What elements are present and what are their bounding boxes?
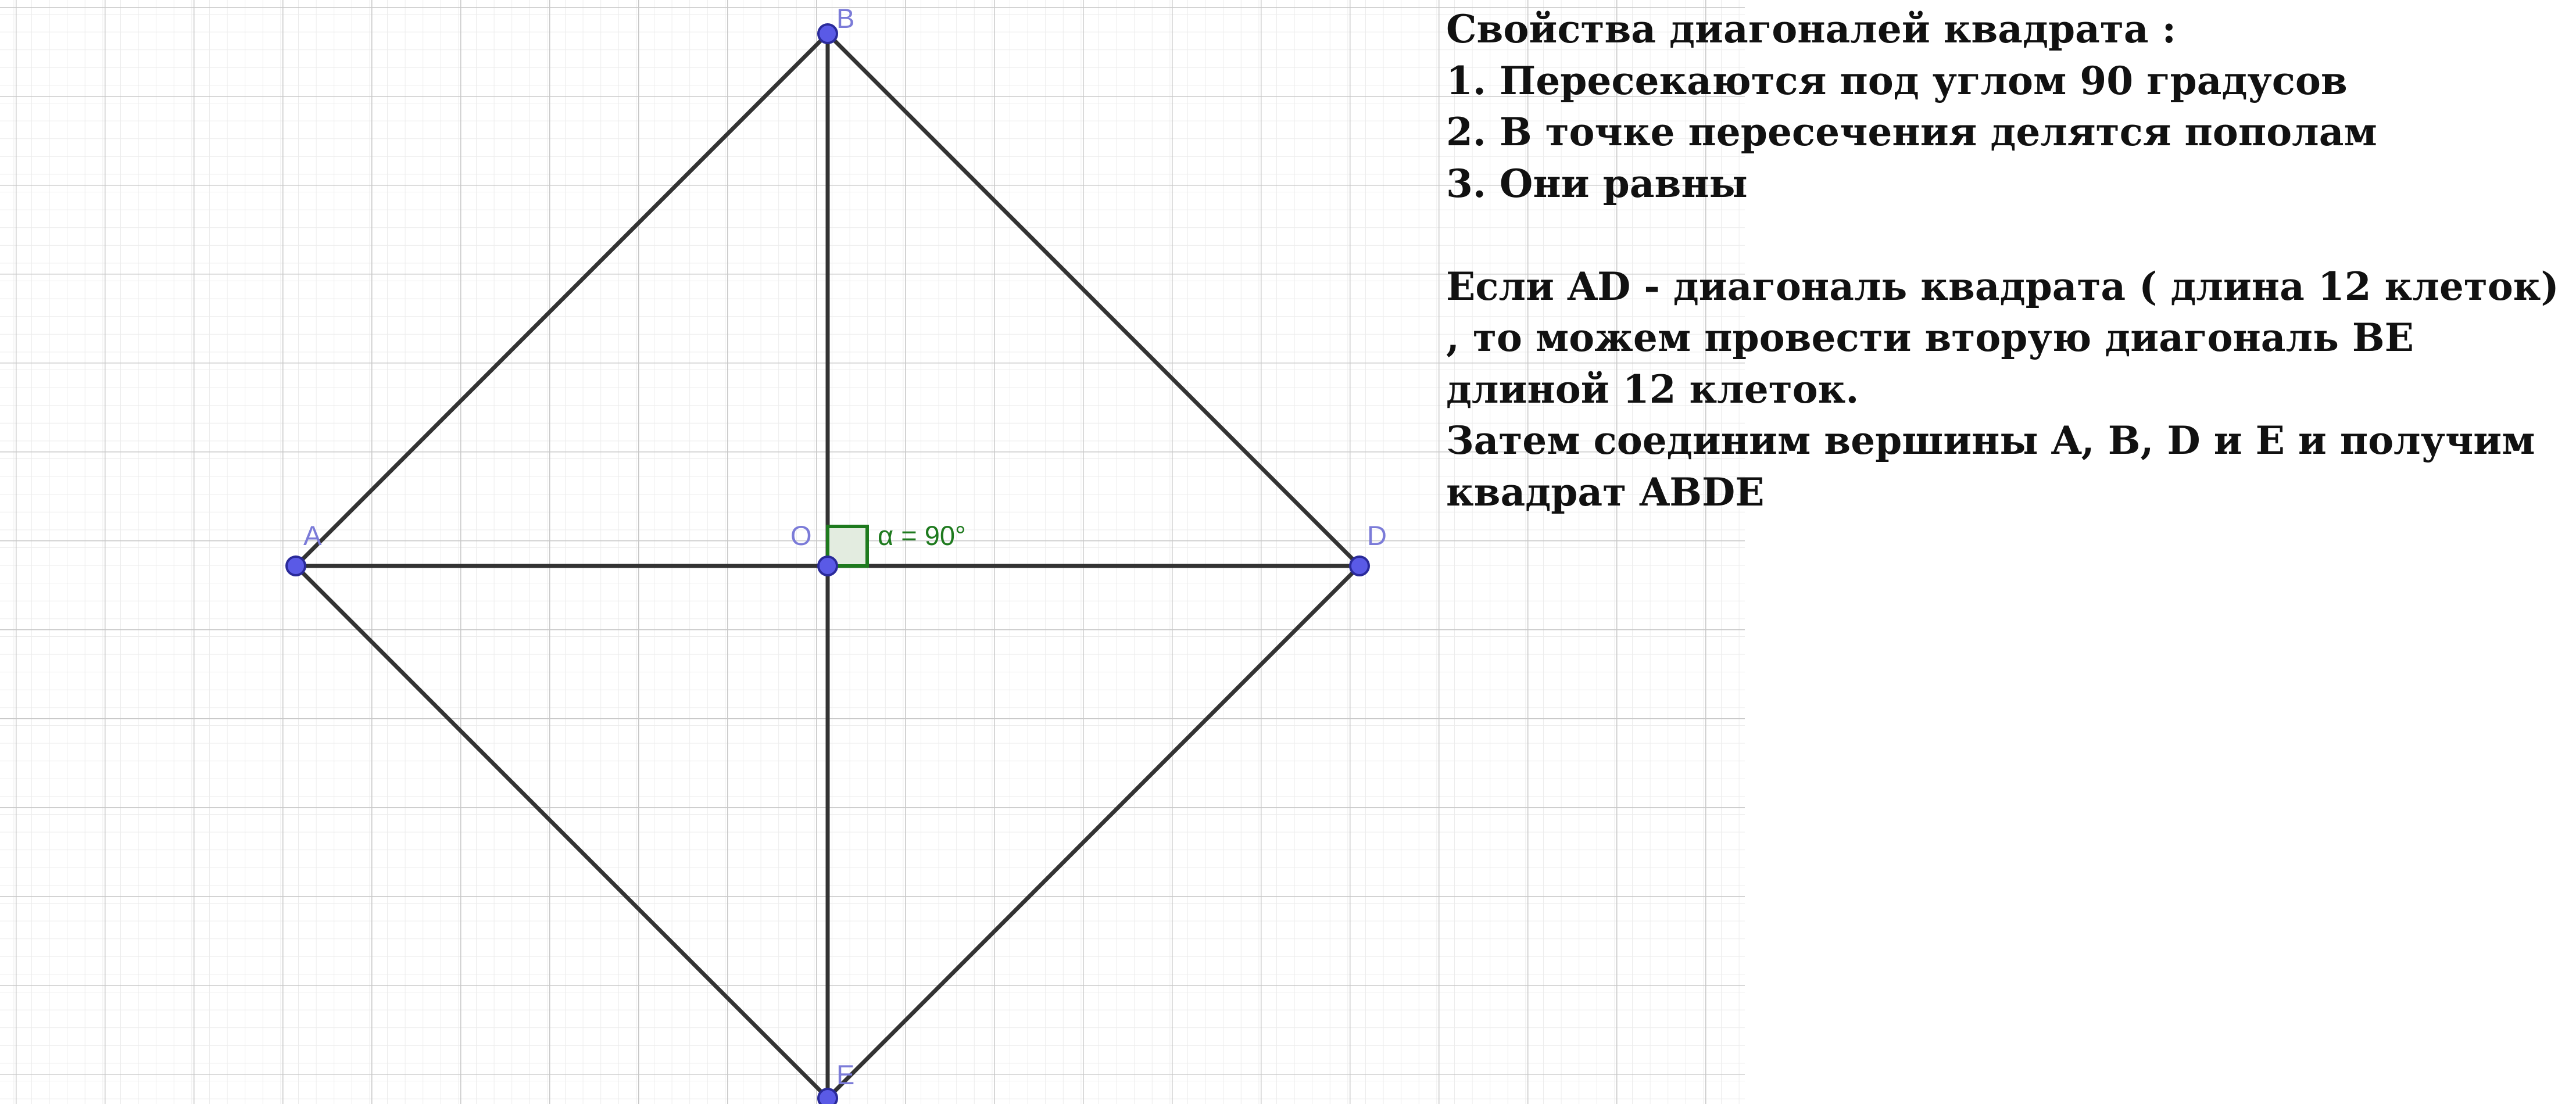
notes-item-3: 3. Они равны [1446,160,1748,206]
notes-spacer [1446,209,2568,261]
notes-item-1: 1. Пересекаются под углом 90 градусов [1446,58,2348,103]
notes-paragraph-1: Если AD - диагональ квадрата ( длина 12 клеток) , то можем провести вторую диагональ BE длиной 12 клеток. [1446,263,2559,412]
angle-label: α = 90° [878,520,966,551]
point-b-label: B [836,3,855,34]
notes-text-block [1446,3,2568,518]
point-d-label: D [1367,520,1387,551]
notes-paragraph-2: Затем соединим вершины A, B, D и E и получим квадрат ABDE [1446,418,2535,515]
notes-title: Свойства диагоналей квадрата : [1446,6,2176,52]
point-e-label: E [836,1059,855,1090]
notes-item-2: 2. В точке пересечения делятся пополам [1446,109,2377,155]
point-o-label: O [790,520,812,551]
point-a-label: A [303,520,322,551]
